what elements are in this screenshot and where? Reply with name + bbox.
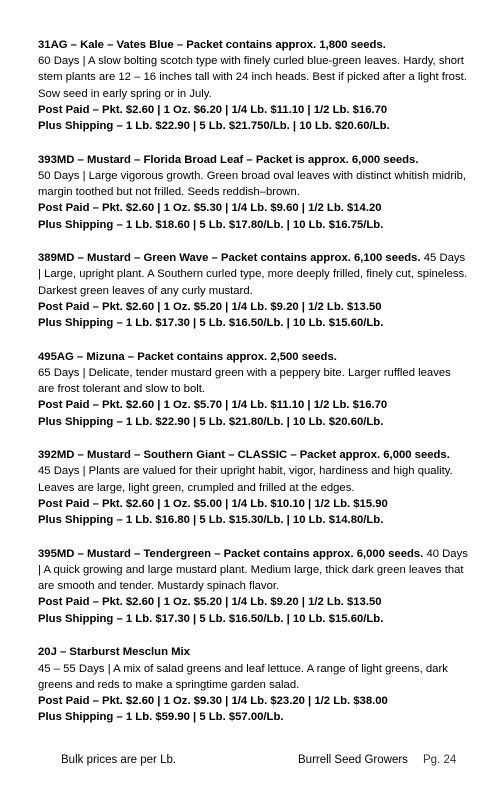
shipping-prices: Plus Shipping – 1 Lb. $17.30 | 5 Lb. $16.50/Lb. | 10 Lb. $15.60/Lb. <box>38 317 384 330</box>
product-description <box>38 349 470 398</box>
product-description <box>38 447 470 496</box>
shipping-prices: Plus Shipping – 1 Lb. $16.80 | 5 Lb. $15.30/Lb. | 10 Lb. $14.80/Lb. <box>38 514 384 527</box>
page-number: Pg. 24 <box>423 754 457 766</box>
product-description <box>38 546 470 595</box>
product-entry <box>38 152 470 233</box>
product-details: 45 Days | Large, upright plant. A Southern curled type, more deeply frilled, finely cut, spineless. Darkest green leaves of any curly mustard. <box>38 252 468 297</box>
product-description <box>38 644 470 693</box>
post-paid-prices: Post Paid – Pkt. $2.60 | 1 Oz. $5.70 | 1/4 Lb. $11.10 | 1/2 Lb. $16.70 <box>38 399 388 412</box>
page-footer <box>0 752 504 768</box>
product-description <box>38 152 470 201</box>
product-entry <box>38 447 470 528</box>
product-title: 392MD – Mustard – Southern Giant – CLASSIC – Packet approx. 6,000 seeds. <box>38 449 450 462</box>
shipping-prices: Plus Shipping – 1 Lb. $22.90 | 5 Lb. $21.80/Lb. | 10 Lb. $20.60/Lb. <box>38 415 384 428</box>
product-details: 65 Days | Delicate, tender mustard green with a peppery bite. Larger ruffled leaves are frost tolerant and slow to bolt. <box>38 366 451 396</box>
company-name: Burrell Seed Growers <box>298 754 408 766</box>
product-details: 60 Days | A slow bolting scotch type with finely curled blue-green leaves. Hardy, short stem plants are 12 – 16 inches tall with 24 inch heads. Best if picked after a light frost. Sow seed in early spring or in July. <box>38 55 467 100</box>
product-title: 393MD – Mustard – Florida Broad Leaf – Packet is approx. 6,000 seeds. <box>38 153 419 166</box>
product-title: 389MD – Mustard – Green Wave – Packet contains approx. 6,100 seeds. <box>38 252 421 265</box>
product-details: 40 Days | A quick growing and large mustard plant. Medium large, thick dark green leaves that are smooth and tender. Mustardy spinach flavor. <box>38 547 468 593</box>
product-details: 45 – 55 Days | A mix of salad greens and leaf lettuce. A range of light greens, dark greens and reds to make a springtime garden salad. <box>38 662 448 691</box>
product-details: 50 Days | Large vigorous growth. Green broad oval leaves with distinct whitish midrib, margin toothed but not frilled. Seeds reddish–brown. <box>38 169 467 199</box>
shipping-prices: Plus Shipping – 1 Lb. $22.90 | 5 Lb. $21.750/Lb. | 10 Lb. $20.60/Lb. <box>38 120 390 133</box>
product-title: 20J – Starburst Mesclun Mix <box>38 646 190 659</box>
product-entry <box>38 349 470 430</box>
post-paid-prices: Post Paid – Pkt. $2.60 | 1 Oz. $5.00 | 1/4 Lb. $10.10 | 1/2 Lb. $15.90 <box>38 497 388 510</box>
product-title: 31AG – Kale – Vates Blue – Packet contains approx. 1,800 seeds. <box>38 39 386 51</box>
post-paid-prices: Post Paid – Pkt. $2.60 | 1 Oz. $9.30 | 1/4 Lb. $23.20 | 1/2 Lb. $38.00 <box>38 694 388 707</box>
shipping-prices: Plus Shipping – 1 Lb. $59.90 | 5 Lb. $57.00/Lb. <box>38 711 284 724</box>
catalog-page <box>38 37 470 743</box>
product-entry <box>38 546 470 627</box>
product-title: 495AG – Mizuna – Packet contains approx. 2,500 seeds. <box>38 350 337 363</box>
shipping-prices: Plus Shipping – 1 Lb. $18.60 | 5 Lb. $17.80/Lb. | 10 Lb. $16.75/Lb. <box>38 218 384 231</box>
product-details: 45 Days | Plants are valued for their upright habit, vigor, hardiness and high quality. Leaves are large, light green, crumpled and frilled at the edges. <box>38 465 453 494</box>
product-description <box>38 37 470 102</box>
bulk-price-note: Bulk prices are per Lb. <box>61 754 177 766</box>
shipping-prices: Plus Shipping – 1 Lb. $17.30 | 5 Lb. $16.50/Lb. | 10 Lb. $15.60/Lb. <box>38 612 384 625</box>
product-title: 395MD – Mustard – Tendergreen – Packet contains approx. 6,000 seeds. <box>38 547 424 560</box>
product-entry <box>38 250 470 331</box>
post-paid-prices: Post Paid – Pkt. $2.60 | 1 Oz. $5.20 | 1/4 Lb. $9.20 | 1/2 Lb. $13.50 <box>38 300 382 313</box>
product-entry <box>38 37 470 134</box>
product-entry <box>38 644 470 725</box>
post-paid-prices: Post Paid – Pkt. $2.60 | 1 Oz. $6.20 | 1/4 Lb. $11.10 | 1/2 Lb. $16.70 <box>38 103 388 116</box>
post-paid-prices: Post Paid – Pkt. $2.60 | 1 Oz. $5.20 | 1/4 Lb. $9.20 | 1/2 Lb. $13.50 <box>38 596 382 609</box>
product-description <box>38 250 470 299</box>
post-paid-prices: Post Paid – Pkt. $2.60 | 1 Oz. $5.30 | 1/4 Lb. $9.60 | 1/2 Lb. $14.20 <box>38 202 382 215</box>
